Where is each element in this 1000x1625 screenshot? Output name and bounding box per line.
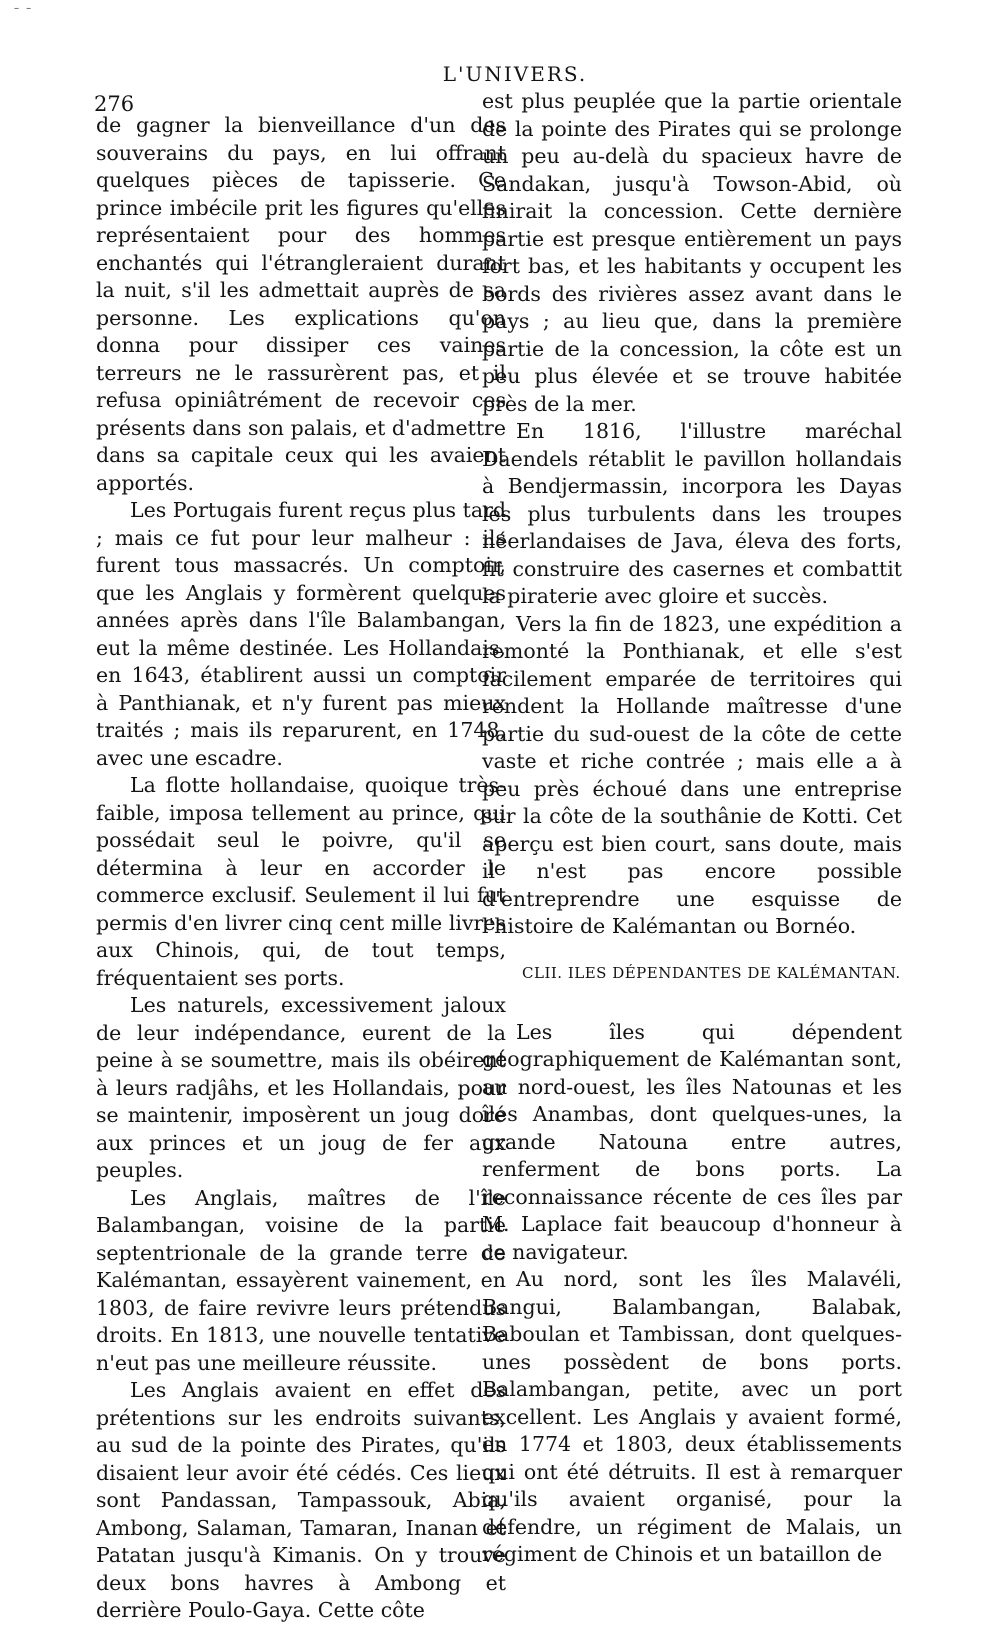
section-heading: CLII. ILES DÉPENDANTES DE KALÉMANTAN. [522, 963, 901, 982]
left-column [96, 112, 506, 1625]
right-column [482, 88, 902, 1569]
corner-mark: – – [14, 3, 34, 14]
paragraph: Vers la fin de 1823, une expédition a remonté la Ponthianak, et elle s'est facilement emparée de territoires qui rendent la Hollande maîtresse d'une partie du sud-ouest de la côte de cette vaste et riche contrée ; mais elle a à peu près échoué dans une entreprise sur la côte de la southânie de Kotti. Cet aperçu est bien court, sans doute, mais il n'est pas encore possible d'entreprendre une esquisse de l'histoire de Kalémantan ou Bornéo. [482, 611, 902, 938]
paragraph: La flotte hollandaise, quoique très-faible, imposa tellement au prince, qui possédait seul le poivre, qu'il se détermina à leur en accorder le commerce exclusif. Seulement il lui fut permis d'en livrer cinq cent mille livres aux Chinois, qui, de tout temps, fréquentaient ses ports. [96, 773, 506, 990]
paragraph: est plus peuplée que la partie orientale de la pointe des Pirates qui se prolonge un peu au-delà du spacieux havre de Sandakan, jusqu'à Towson-Abid, où finirait la concession. Cette dernière partie est presque entièrement un pays fort bas, et les habitants y occupent les bords des rivières assez avant dans le pays ; au lieu que, dans la première partie de la concession, la côte est un peu plus élevée et se trouve habitée près de la mer. [482, 89, 902, 416]
paragraph: Les Anglais avaient en effet des prétentions sur les endroits suivants, au sud de la pointe des Pirates, qu'ils disaient leur avoir été cédés. Ces lieux sont Pandassan, Tampassouk, Abia, Ambong, Salaman, Tamaran, Inanan et Patatan jusqu'à Kimanis. On y trouve deux bons havres à Ambong et derrière Poulo-Gaya. Cette côte [96, 1378, 506, 1622]
page-number: 276 [94, 92, 135, 116]
paragraph: Les naturels, excessivement jaloux de leur indépendance, eurent de la peine à se soumettre, mais ils obéirent à leurs radjâhs, et les Hollandais, pour se maintenir, imposèrent un joug doré aux princes et un joug de fer aux peuples. [96, 993, 506, 1182]
paragraph: En 1816, l'illustre maréchal Daendels rétablit le pavillon hollandais à Bendjermassin, incorpora les Dayas les plus turbulents dans les troupes néerlandaises de Java, éleva des forts, fit construire des casernes et combattit la piraterie avec gloire et succès. [482, 419, 902, 608]
paragraph: de gagner la bienveillance d'un des souverains du pays, en lui offrant quelques pièces de tapisserie. Ce prince imbécile prit les figures qu'elles représentaient pour des hommes enchantés qui l'étrangleraient durant la nuit, s'il les admettait auprès de sa personne. Les explications qu'on donna pour dissiper ces vaines terreurs ne le rassurèrent pas, et il refusa opiniâtrément de recevoir ces présents dans son palais, et d'admettre dans sa capitale ceux qui les avaient apportés. [96, 113, 506, 495]
running-head: L'UNIVERS. [442, 62, 588, 86]
paragraph: Les Portugais furent reçus plus tard ; mais ce fut pour leur malheur : ils furent tous massacrés. Un comptoir, que les Anglais y formèrent quelques années après dans l'île Balambangan, eut la même destinée. Les Hollandais, en 1643, établirent aussi un comptoir à Panthianak, et n'y furent pas mieux traités ; mais ils reparurent, en 1748, avec une escadre. [96, 498, 506, 770]
paragraph: Les îles qui dépendent géographiquement de Kalémantan sont, au nord-ouest, les îles Natounas et les îles Anambas, dont quelques-unes, la grande Natouna entre autres, renferment de bons ports. La reconnaissance récente de ces îles par M. Laplace fait beaucoup d'honneur à ce navigateur. [482, 1019, 902, 1264]
paragraph: Les Anglais, maîtres de l'île Balambangan, voisine de la partie septentrionale de la grande terre de Kalémantan, essayèrent vainement, en 1803, de faire revivre leurs prétendus droits. En 1813, une nouvelle tentative n'eut pas une meilleure réussite. [96, 1185, 506, 1375]
paragraph: Au nord, sont les îles Malavéli, Bangui, Balambangan, Balabak, Baboulan et Tambissan, dont quelques-unes possèdent de bons ports. Balambangan, petite, avec un port excellent. Les Anglais y avaient formé, en 1774 et 1803, deux établissements qui ont été détruits. Il est à remarquer qu'ils avaient organisé, pour la défendre, un régiment de Malais, un régiment de Chinois et un bataillon de [482, 1267, 902, 1566]
